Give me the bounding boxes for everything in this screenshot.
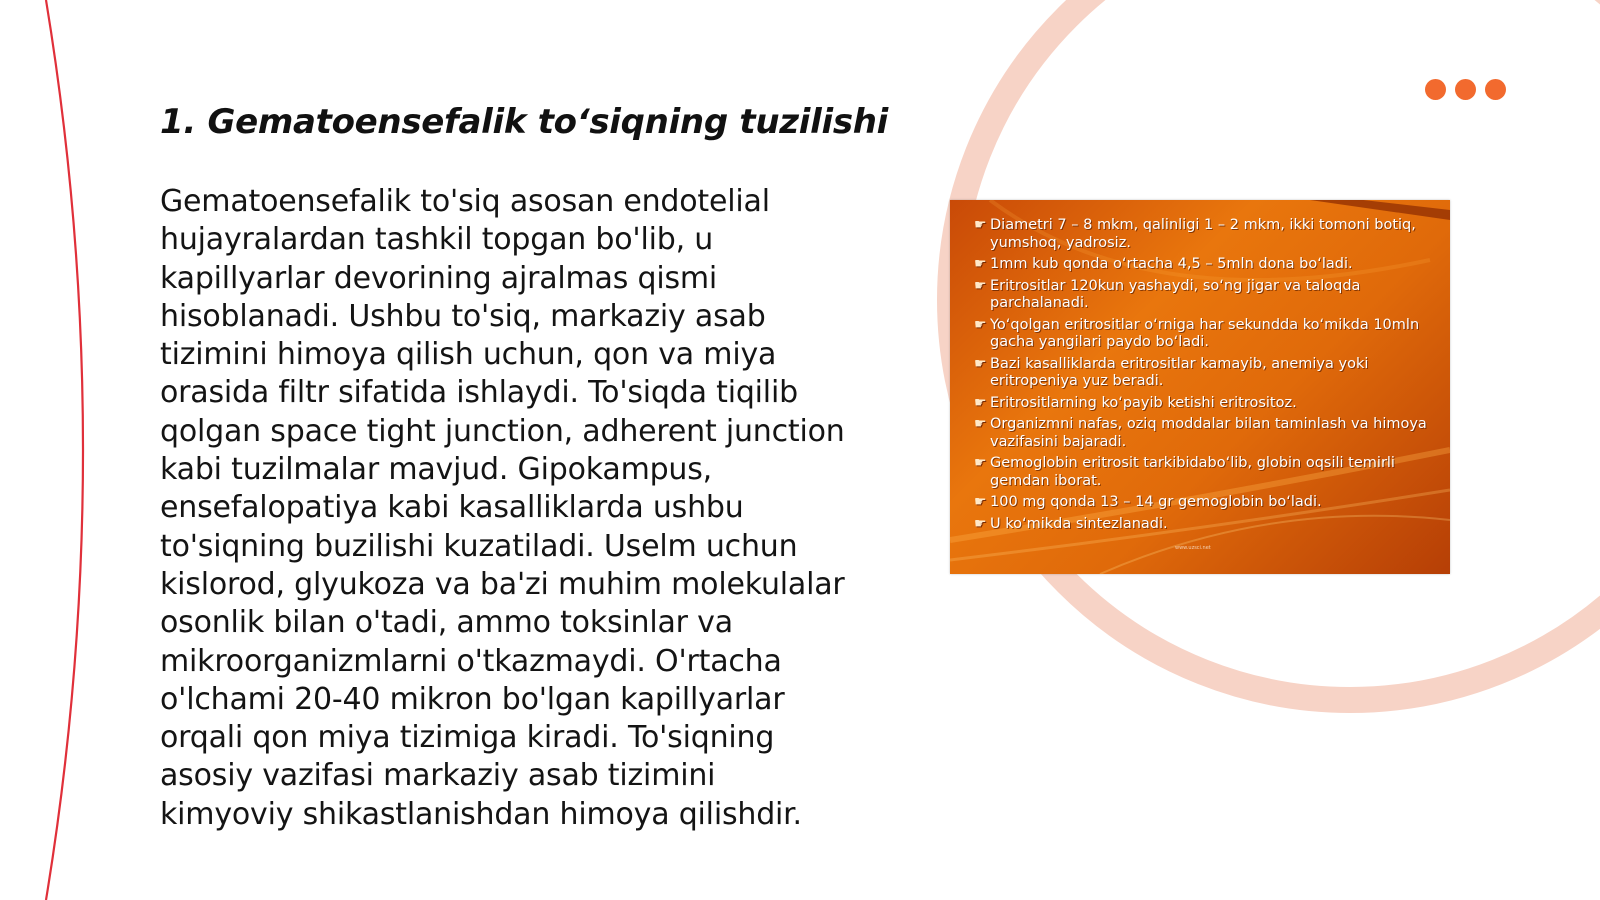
list-item-text: Diametri 7 – 8 mkm, qalinligi 1 – 2 mkm, ikki tomoni botiq, yumshoq, yadrosiz.	[990, 217, 1416, 251]
card-bullet-list	[974, 217, 1434, 537]
hand-pointer-icon: ☛	[974, 455, 987, 471]
dot-icon	[1425, 79, 1446, 100]
hand-pointer-icon: ☛	[974, 355, 987, 372]
list-item	[974, 455, 1434, 490]
hand-pointer-icon: ☛	[974, 394, 987, 411]
left-curve-line	[46, 0, 83, 900]
list-item	[974, 356, 1434, 391]
list-item	[974, 494, 1434, 512]
hand-pointer-icon: ☛	[974, 217, 987, 233]
list-item-text: 100 mg qonda 13 – 14 gr gemoglobin bo‘ladi.	[990, 494, 1322, 510]
list-item	[974, 416, 1434, 451]
list-item-text: Bazi kasalliklarda eritrositlar kamayib, anemiya yoki eritropeniya yuz beradi.	[990, 355, 1369, 389]
list-item	[974, 278, 1434, 313]
slide-title: 1. Gematoensefalik to‘siqning tuzilishi	[160, 102, 889, 142]
list-item-text: Yo‘qolgan eritrositlar o‘rniga har sekundda ko‘mikda 10mln gacha yangilari paydo bo‘ladi.	[990, 316, 1420, 350]
hand-pointer-icon: ☛	[974, 316, 987, 333]
hand-pointer-icon: ☛	[974, 494, 987, 510]
list-item-text: Gemoglobin eritrosit tarkibidabo‘lib, globin oqsili temirli gemdan iborat.	[990, 455, 1395, 489]
hand-pointer-icon: ☛	[974, 515, 987, 532]
hand-pointer-icon: ☛	[974, 256, 987, 272]
list-item-text: Organizmni nafas, oziq moddalar bilan taminlash va himoya vazifasini bajaradi.	[990, 416, 1427, 450]
list-item-text: 1mm kub qonda o‘rtacha 4,5 – 5mln dona bo‘ladi.	[990, 256, 1353, 272]
hand-pointer-icon: ☛	[974, 416, 987, 432]
list-item-text: Eritrositlar 120kun yashaydi, so‘ng jigar va taloqda parchalanadi.	[990, 277, 1361, 311]
list-item	[974, 256, 1434, 274]
list-item	[974, 317, 1434, 352]
body-paragraph: Gematoensefalik to'siq asosan endotelial hujayralardan tashkil topgan bo'lib, u kapillyarlar devorining ajralmas qismi hisoblanadi. Ushbu to'siq, markaziy asab tizimini himoya qilish uchun, qon va miya orasida filtr sifatida ishlaydi. To'siqda tiqilib qolgan space tight junction, adherent junction kabi tuzilmalar mavjud. Gipokampus, ensefalopatiya kabi kasalliklarda ushbu to'siqning buzilishi kuzatiladi. Uselm uchun kislorod, glyukoza va ba'zi muhim molekulalar osonlik bilan o'tadi, ammo toksinlar va mikroorganizmlarni o'tkazmaydi. O'rtacha o'lchami 20-40 mikron bo'lgan kapillyarlar orqali qon miya tizimiga kiradi. To'siqning asosiy vazifasi markaziy asab tizimini kimyoviy shikastlanishdan himoya qilishdir.	[160, 184, 845, 832]
list-item	[974, 395, 1434, 413]
menu-dots	[1425, 79, 1506, 100]
image-watermark: www.uzsci.net	[1175, 545, 1211, 551]
list-item	[974, 217, 1434, 252]
dot-icon	[1455, 79, 1476, 100]
list-item	[974, 516, 1434, 534]
list-item-text: Eritrositlarning ko‘payib ketishi eritrositoz.	[990, 394, 1297, 411]
dot-icon	[1485, 79, 1506, 100]
hand-pointer-icon: ☛	[974, 277, 987, 294]
erythrocyte-info-image	[950, 200, 1450, 574]
list-item-text: U ko‘mikda sintezlanadi.	[990, 515, 1168, 532]
